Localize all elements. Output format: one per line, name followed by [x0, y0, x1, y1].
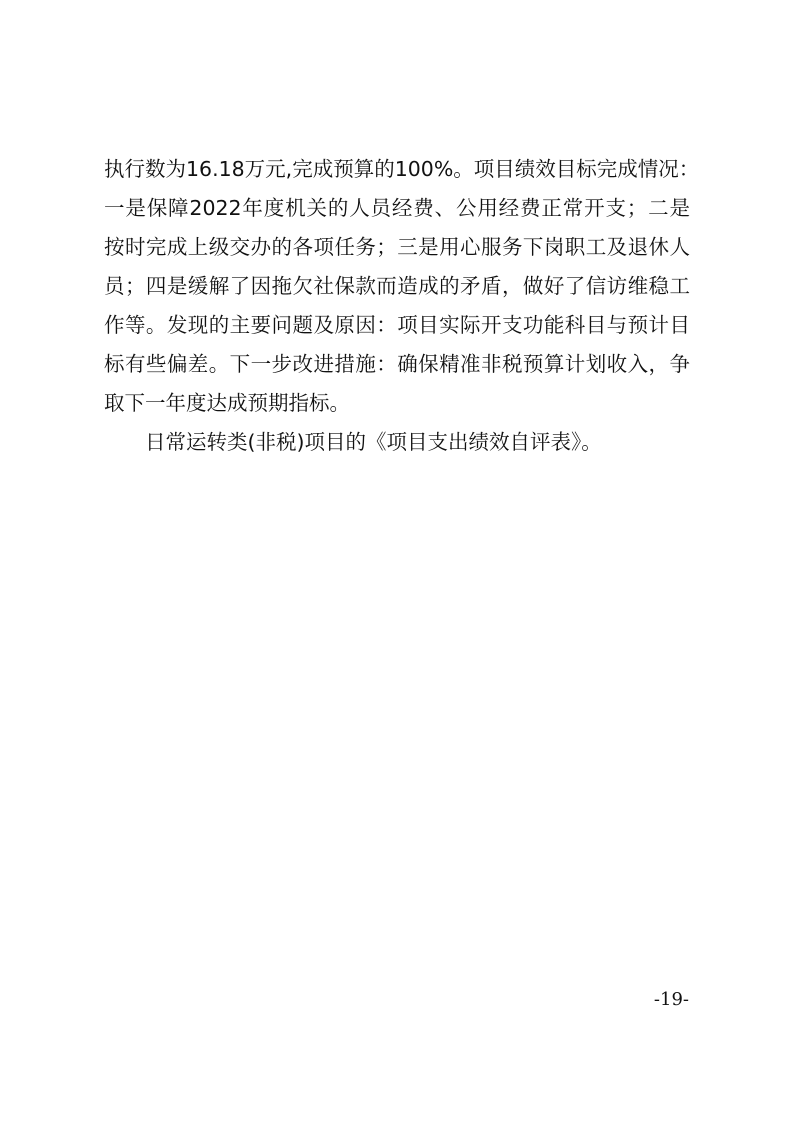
body-text	[104, 150, 700, 462]
paragraph-line: 取下一年度达成预期指标。	[104, 391, 350, 415]
paragraph-line: 一是保障2022年度机关的人员经费、公用经费正常开支；二是	[104, 196, 690, 220]
paragraph-line: 标有些偏差。下一步改进措施：确保精准非税预算计划收入，争	[104, 352, 690, 376]
paragraph-2: 日常运转类(非税)项目的《项目支出绩效自评表》。	[145, 430, 602, 454]
paragraph-line: 员；四是缓解了因拖欠社保款而造成的矛盾，做好了信访维稳工	[104, 274, 690, 298]
page-number: -19-	[653, 989, 689, 1010]
paragraph-line: 执行数为16.18万元,完成预算的100%。项目绩效目标完成情况：	[104, 157, 700, 181]
paragraph-line: 按时完成上级交办的各项任务；三是用心服务下岗职工及退休人	[104, 235, 690, 259]
paragraph-line: 作等。发现的主要问题及原因：项目实际开支功能科目与预计目	[104, 313, 690, 337]
